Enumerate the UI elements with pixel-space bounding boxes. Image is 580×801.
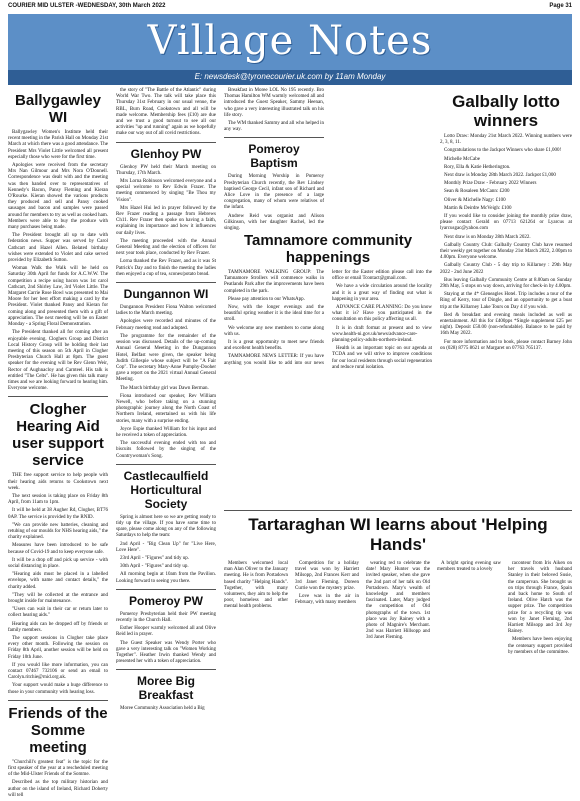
clogher-p4: "We can provide new batteries, cleaning and retubing of ear moulds for NHS hearing aids," the charity explained. [8, 522, 108, 541]
column-3 [224, 88, 324, 234]
tamnamore-heading: Tamnamore community happenings [243, 232, 413, 266]
dungannon-p2: Apologies were recorded and minutes of the February meeting read and adopted. [116, 319, 216, 331]
tamnamore-p10: Health is an important topic on our agenda at TCDA and we will strive to improve conditions for our local residents through social regeneration and reduce rural isolation. [332, 346, 432, 370]
section-banner [8, 14, 572, 85]
tamnamore-section [224, 228, 432, 371]
galbally-p11: Next draw is on Monday 28th March 2022. [444, 234, 531, 240]
clogher-p10: Hearing aids can be dropped off by friends or family members. [8, 621, 108, 633]
ballygawley-p1: Ballygawley Women's Institute held their recent meeting in the Parish Hall on Monday 21st March at which there was a good attendance. The President Mrs Violet Little welcomed all present especially those who were for the first time. [8, 130, 108, 160]
divider [224, 137, 324, 138]
tartaraghan-col-2 [295, 561, 359, 658]
castlecaulfield-p2: 2nd April - "Big Clean Up" for "Live Here, Love Here". [116, 541, 216, 553]
page-header [8, 3, 572, 12]
dungannon-p6: Joyce Espie thanked William for his input and he received a token of appreciation. [116, 426, 216, 438]
tartaraghan-col-3 [366, 561, 430, 658]
clogher-p3: It will be held at 38 Augher Rd, Clogher, BT76 0AP. The service is provided by the RNID. [8, 508, 108, 520]
pomeroy-pw-p1: Pomeroy Presbyterian held their PW meeting recently in the Church Hall. [116, 611, 216, 623]
clogher-p5: Measures have been introduced to be safe because of Covid-19 and to keep everyone safe. [8, 543, 108, 555]
paper-dateline: COURIER MID ULSTER -WEDNESDAY, 30th March 2022 [8, 3, 166, 9]
ballygawley-p2: Apologies were received from the secretary Mrs Nan Gilmour and Mrs Nora O'Donnell. Correspondence was dealt with and the meeting was then handed over to representatives of Kennedy's Bacon, Pansy Fleming and Kieran O'Rourke. Kieran showed the various products they produced and sell and Pansy cooked sausages and bacon and samples were passed around for members to try as well as cooked ham. Members were able to buy the produce with many purchases being made. [8, 163, 108, 231]
glenhoy-p3: Mrs Hazel Hui led in prayer followed by the Rev Frazer reading a passage from Hebrews Ch11. Rev Frazer then spoke on having a faith, explaining its importance and how it influences our daily lives. [116, 205, 216, 236]
clogher-p6: It will be a drop off and pick up service - with social distancing in place. [8, 557, 108, 569]
galbally-p13: Galbally Country Club - 5 day trip to Killarney : 29th May 2022 - 2nd June 2022 [440, 263, 572, 275]
clogher-p9: "Users can wait in their car or return later to collect hearing aids." [8, 607, 108, 619]
dungannon-heading: Dungannon WI [123, 287, 209, 302]
tamnamore-p7: We have a wide circulation around the locality and it is a great way of finding out what is happening in your area. [332, 284, 432, 302]
divider [116, 282, 216, 283]
column-4 [332, 88, 432, 90]
tartaraghan-columns [224, 561, 572, 658]
tartaraghan-p7: Members have been enjoying the centenary support provided by members of the committee. [508, 637, 572, 655]
ballygawley-heading: Ballygawley WI [15, 92, 101, 126]
divider [116, 669, 216, 670]
tamnamore-p1: TAMNAMORE WALKING GROUP: The Tamnamore Strollers will commence walks in Peatlands Park after the improvements have been completed in the park. [224, 270, 324, 294]
divider [116, 464, 216, 465]
dungannon-p7: The successful evening ended with tea and biscuits followed by the singing of the Countrywoman's Song. [116, 441, 216, 459]
somme-p2: Described as the top military historian and author on the island of Ireland, Richard Doherty will tell [8, 780, 108, 798]
galbally-p6: Monthly Prize Draw - February 2022 Winners [444, 181, 537, 187]
pomeroy-pw-p3: The Guest Speaker was Wendy Porter who gave a very interesting talk on "Women Working Together". Heather Irwin thanked Wendy and presented her with a token of appreciation. [116, 640, 216, 665]
clogher-p2: The next session is taking place on Friday 8th April, from 11am to 1pm. [8, 493, 108, 506]
tamnamore-p2: Please pay attention to our WhatsApp. [228, 296, 305, 302]
baptism-p1: During Morning Worship in Pomeroy Presbyterian Church recently, the Rev Lindsey baptised George Cecil, infant son of Richard and Alice Love in the presence of a large congregation, many of whom were relatives of the infant. [224, 174, 324, 211]
galbally-heading: Galbally lotto winners [452, 92, 560, 130]
tamnamore-p5: It is a great opportunity to meet new friends and excellent health benefits. [224, 340, 324, 352]
clogher-p11: The support sessions in Clogher take place every other month. Following the session on Friday 8th April, another session will be held on Friday 10th June. [8, 636, 108, 660]
galbally-p4: Rory, Ella & Katie Hetherington. [444, 164, 511, 170]
baptism-p2: Andrew Reid was organist and Alison Gilkinson, with her daughter Rachel, led the singing. [224, 213, 324, 232]
castlecaulfield-p5: All morning begin at 10am from the Pavilion. Looking forward to seeing you there. [116, 572, 216, 584]
column-2 [116, 88, 216, 715]
tartaraghan-section [224, 510, 572, 658]
galbally-p9: Martin & Deirdre McVeigh: £100 [444, 205, 512, 211]
ballygawley-p4: Woman Walk the Walk will be held on Saturday 30th April for funds for A.C.W.W. The competition a recipe using bacon was 1st carol Cathcart, 2nd Shirley Law, 3rd Violet Little. The Margaret Carrie Rose Bowl was presented to Mai Moore for her best effort making a card by the President. Violet thanked Pansy and Kieran for coming along and presented them with a gift of appreciation. The next meeting will be on Easter Monday - a Spring Floral Demonstration. [8, 266, 108, 328]
moree-heading: Moree Big Breakfast [136, 674, 195, 703]
ballygawley-p5: The President thanked all for coming after an enjoyable evening. Cloghers Group and District Local History Group will be holding their last meeting of this season on 5th April in Clogher Presbyterian Church Hall at 8pm. The guest speaker for the evening will be Rev Glenn Weir, Rector of Aughnacloy and Carnteel. His talk is entitled "The Celts". He has given this talk many times and we are looking forward to hearing him. Everyone welcome. [8, 330, 108, 392]
pomeroy-pw-heading: Pomeroy PW [128, 593, 203, 608]
divider [8, 396, 108, 397]
glenhoy-p5: Lorna thanked the Rev Frazer, and as it was St Patrick's Day and to finish the meeting the ladies then enjoyed a cup of tea, scones/potato bread. [116, 259, 216, 277]
galbally-p7: Sean & Rosaleen McCann: £200 [444, 189, 510, 195]
tartaraghan-p5: A bright spring evening saw members treated to a lovely [437, 561, 501, 573]
galbally-p12: Galbally Country Club: Galbally Country Club have resumed their weekly get together on Monday 21st March 2022, 2.00pm to 4.00pm. Everyone welcome. [440, 242, 572, 261]
galbally-p5: Next draw is Monday 28th March 2022. Jackpot £1,000 [444, 173, 556, 179]
galbally-p15: Staying at the 4* Gleneagles Hotel. Trip includes a tour of the Ring of Kerry, tour of Dingle, and an opportunity to get a boat trip at the Killarney Lake Tours on Day 4 if you wish. [440, 292, 572, 310]
divider [116, 589, 216, 590]
col3-continued-p1: Breakfast in Moree LOL No 195 recently. Bro Thomas Hamilton WM warmly welcomed all and introduced the Guest Speaker, Sammy Heenan, who gave a very interesting illustrated talk on his life story. [224, 88, 324, 118]
pomeroy-pw-p2: Esther Hooper warmly welcomed all and Olive Reid led in prayer. [116, 626, 216, 638]
tartaraghan-p1: Members welcomed local man Alan Oliver to the January meeting. He is from Portadown based charity "Helping Hands". Together, with many volunteers, they aim to help the poor, homeless and other mental health problems. [224, 561, 288, 610]
clogher-p13: Your support would make a huge difference to those in your community with hearing loss. [8, 683, 108, 695]
somme-heading: Friends of the Somme meeting [8, 704, 108, 756]
clogher-heading: Clogher Hearing Aid user support service [12, 401, 104, 470]
tartaraghan-col-5 [508, 561, 572, 658]
glenhoy-p4: The meeting proceeded with the Annual General Meeting and the election of officers for next year took place, conducted by Rev Frazer. [116, 238, 216, 257]
divider [8, 700, 108, 701]
galbally-p16: Bed & breakfast and evening meals included as well as entertainment. All this for £400pps *Single supplement £25 per night). Deposit £50.00 (non-refundable). Balance to be paid by 16th May 2022. [440, 312, 572, 337]
glenhoy-p2: Mrs Lorna Robinson welcomed everyone and a special welcome to Rev Edwin Frazer. The meeting commenced by singing "Be Thou my Vision". [116, 179, 216, 203]
galbally-p17: For more information and to book, please contact Barney John on (028) 8775 8621 or Margaret on 07763 765137. [440, 339, 572, 351]
column-1 [8, 88, 108, 801]
dungannon-p4: The March birthday girl was Dawn Berman. [120, 385, 209, 391]
galbally-p1: Lotto Draw: Monday 21st March 2022. Winning numbers were 2, 3, 8, 11. [440, 134, 572, 146]
castlecaulfield-heading: Castlecaulfield Horticultural Society [123, 468, 209, 511]
divider [224, 510, 572, 511]
clogher-p12: If you would like more information, you can contact 07467 732106 or send an email to Carolyn.ritchie@rnid.org.uk. [8, 662, 108, 681]
tamnamore-body [224, 270, 432, 371]
galbally-p3: Michelle McCabe [444, 156, 480, 162]
somme-p1: "Churchill's greatest feat" is the topic for the first speaker of the year at a rescheduled meeting of the Mid-Ulster Friends of the Somme. [8, 759, 108, 778]
baptism-heading: Pomeroy Baptism [248, 142, 300, 171]
clogher-p8: "They will be collected at the entrance and brought inside for maintenance. [8, 592, 108, 604]
tartaraghan-p6: raconteur from Iris Aiken on her travels with husband Stanley in their beloved Susie, the campervan. She brought us on trips through France, Spain and back home to South of Ireland. Olive Hatch was the supper prize. The competition prize for a recycling tip was won by Janet Fleming, 2nd Harriett Milsopp and 3rd Joy Rainey. [508, 561, 572, 635]
tartaraghan-p3: Love was in the air in February, with many members [295, 594, 359, 606]
page-number: Page 31 [549, 3, 572, 9]
section-title: Village Notes [147, 18, 433, 64]
castlecaulfield-p4: 30th April - "Figures" and tidy up. [120, 564, 189, 570]
tartaraghan-p2: Competition for a holiday travel was won by Harriett Milsopp, 2nd Frances Kerr and 3rd Janet Fleming. Doreen Currie won the mystery prize. [295, 561, 359, 591]
column-5 [440, 88, 572, 354]
tartaraghan-heading: Tartaraghan WI learns about 'Helping Hands' [248, 515, 548, 554]
tamnamore-p6: TAMNAMORE NEWS LETTER: If you have anything you would like to add into our news letter for the Easter edition please call into the office or email Tcontact@gmail.com. [224, 270, 432, 366]
moree-p1: Moree Community Association held a Big [120, 706, 205, 712]
dungannon-p3: The programme for the remainder of the session was discussed. Details of the up-coming Annual General Meeting in the Dungannon Hotel, Belfast were given, the speaker being Judith Gillespie whose subject will be "A Fair Cop". The secretary Mary-Anne Pumphy-Dooher gave a report on the 2021 virtual Annual General Meeting. [116, 333, 216, 383]
clogher-p7: "Hearing aids must be placed in a labelled envelope, with name and contact details," the charity added. [8, 572, 108, 590]
castlecaulfield-p1: Spring is almost here so we are getting ready to tidy up the village. If you have some time to spare, please come along on any of the following Saturdays to help the team: [116, 514, 216, 539]
tamnamore-p9: It is in draft format at present and to view www.health-ni.gov.uk/news/advance-care-planning-policy-adults-northern-ireland. [332, 325, 432, 344]
col3-continued-p2: The WM thanked Sammy and all who helped in any way. [224, 121, 324, 133]
tamnamore-p8: ADVANCE CARE PLANNING: Do you know what it is? Have you participated in the consultation on this policy affecting us all. [332, 305, 432, 323]
galbally-p14: Bus leaving Galbally Community Centre at 8.00am on Sunday 29th May, 5 stops on way down, arriving for check-in by 4.00pm. [440, 277, 572, 290]
glenhoy-heading: Glenhoy PW [130, 146, 202, 161]
galbally-p8: Oliver & Michelle Nagy: £100 [444, 197, 506, 203]
clogher-p1: THE free support service to help people with their hearing aids returns to Cookstown next week. [8, 473, 108, 491]
galbally-p10: If you would like to consider joining the monthly prize draw, please contact Gerald on 07713 621264 or Lyarcus at lyarcusgac@yahoo.com [440, 214, 572, 232]
castlecaulfield-p3: 23rd April - "Figures" and tidy up. [120, 555, 189, 561]
tamnamore-p4: We welcome any new members to come along with us. [224, 325, 324, 337]
dungannon-p5: Fiona introduced our speaker, Rev William Newell, who before taking on a stunning photographic journey along the North Coast of Northern Ireland, entertained us with his life stories, many with a surprise ending. [116, 393, 216, 424]
ballygawley-p3: The President brought all up to date with federation news. Supper was served by Carol Cathcart and Hazel Allen. Belated birthday wishes were extended to Violet and cake served provided by Elizabeth Sutton. [8, 233, 108, 264]
divider [116, 142, 216, 143]
dungannon-p1: Dungannon President Fiona Walton welcomed ladies to the March meeting. [116, 305, 216, 317]
tartaraghan-p4: wearing red to celebrate the date! Mary Hunter was the invited speaker, when she gave the 2nd part of her talk on Old Portadown. Mary's wealth of knowledge and members fascinated. Later, Mary judged the competition of Old photographs of the town. 1st place was Joy Rainey with a photo of Magnire's Merchant. 2nd was Harriett Hillsopp and 3rd Janet Fleming. [366, 561, 430, 641]
tartaraghan-col-1 [224, 561, 288, 658]
col2-continued: the story of "The Battle of the Atlantic" during World War Two. The talk will take place this Thursday 31st February in our usual venue, the RBL, Burn Road, Cookstown and all will be made welcome. Membership fees (£10) are due and we trust a good turnout to see all our activities "up and running" again as we hopefully make our way out of all covid restrictions. [116, 88, 216, 137]
tamnamore-p3: Now, with the longer evenings and the beautiful spring weather it is the ideal time for a stroll. [224, 305, 324, 323]
glenhoy-p1: Glenhoy PW held their March meeting on Thursday, 17th March. [116, 164, 216, 176]
submission-email: E: newsdesk@tyronecourier.uk.com by 11am Monday [8, 70, 572, 84]
galbally-p2: Congratulations to the Jackpot Winners who share £1,000! [444, 148, 562, 154]
tartaraghan-col-4 [437, 561, 501, 658]
